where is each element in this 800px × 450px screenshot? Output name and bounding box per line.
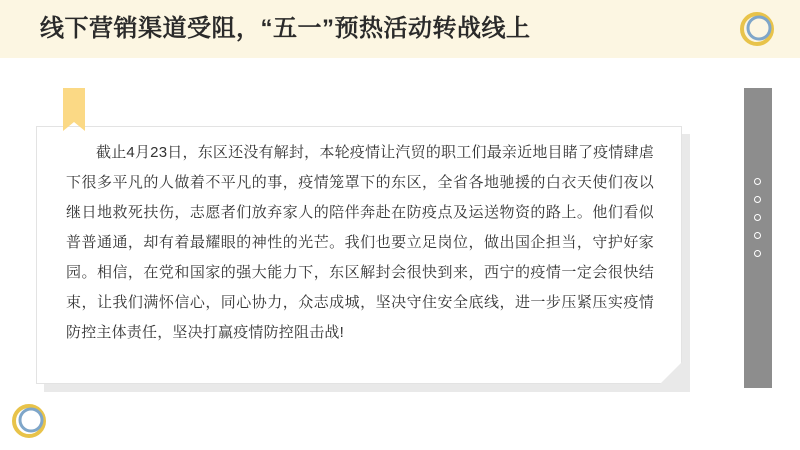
- bookmark-icon: [63, 88, 85, 122]
- dot-indicator: [754, 214, 761, 221]
- dot-indicator: [754, 232, 761, 239]
- ring-logo-icon: [736, 8, 778, 50]
- body-paragraph: 截止4月23日，东区还没有解封，本轮疫情让汽贸的职工们最亲近地目睹了疫情肆虐下很多平凡的人做着不平凡的事，疫情笼罩下的东区，全省各地驰援的白衣天使们夜以继日地救死扶伤，志愿者们放弃家人的陪伴奔赴在防疫点及运送物资的路上。他们看似普普通通，却有着最耀眼的神性的光芒。我们也要立足岗位，做出国企担当，守护好家园。相信，在党和国家的强大能力下，东区解封会很快到来，西宁的疫情一定会很快结束，让我们满怀信心，同心协力，众志成城，坚决守住安全底线，进一步压紧压实疫情防控主体责任，坚决打赢疫情防控阻击战!: [66, 144, 654, 341]
- dot-indicator: [754, 250, 761, 257]
- dot-indicator: [754, 178, 761, 185]
- ring-logo-icon: [8, 400, 50, 442]
- dot-indicator-group: [754, 178, 762, 257]
- dot-indicator: [754, 196, 761, 203]
- page-title: 线下营销渠道受阻，“五一”预热活动转战线上: [40, 15, 531, 42]
- folded-corner-icon: [660, 362, 682, 384]
